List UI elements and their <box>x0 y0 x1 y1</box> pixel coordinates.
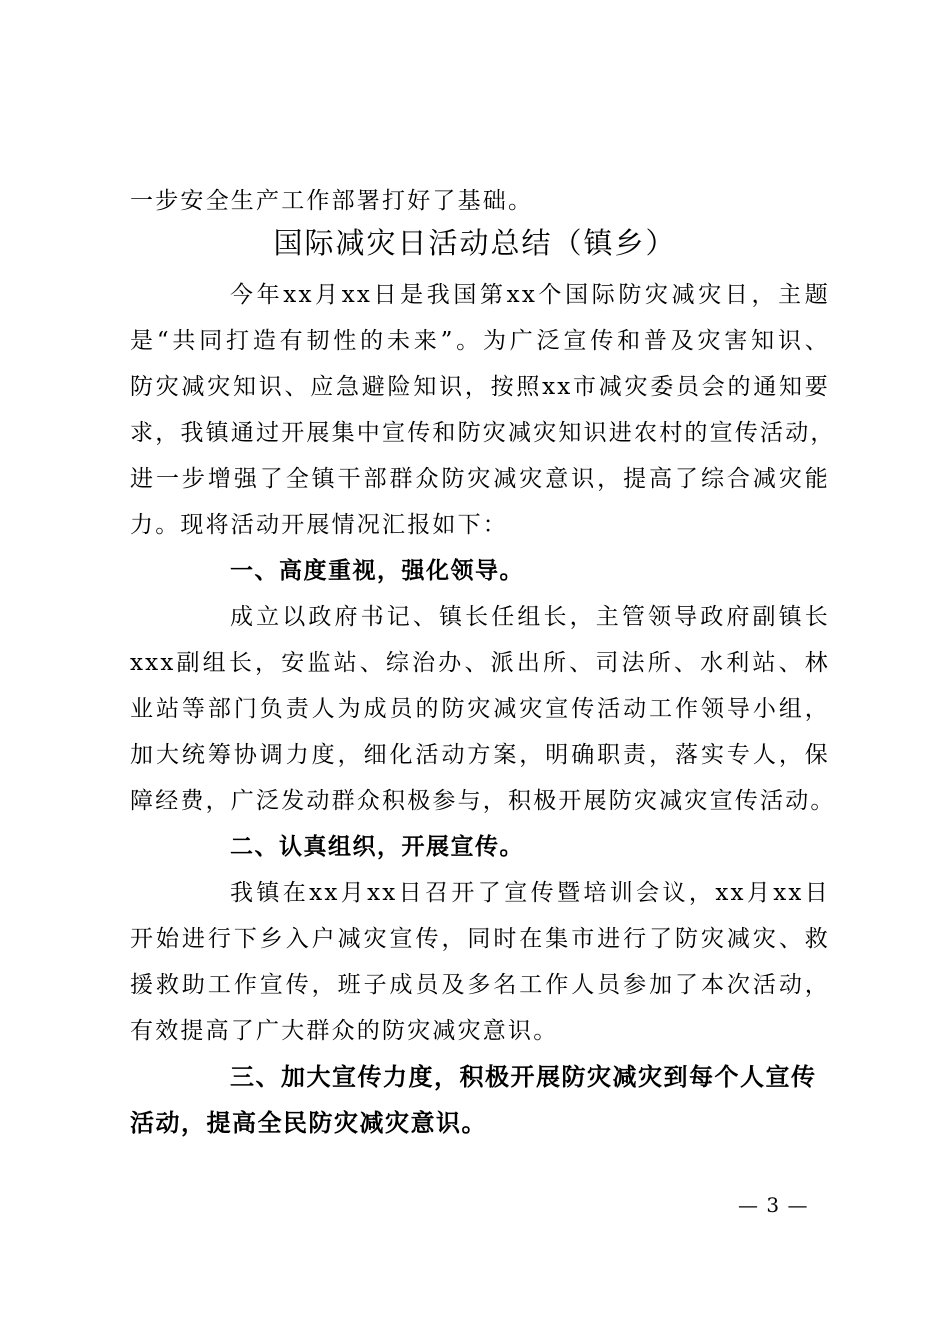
section-2 <box>130 824 830 870</box>
page-number: — 3 — <box>738 1193 809 1217</box>
section-1-line: 成立以政府书记、镇长任组长，主管领导政府副镇长 <box>230 604 830 630</box>
intro-line: 力。现将活动开展情况汇报如下： <box>130 512 508 538</box>
intro-line: 今年xx月xx日是我国第xx个国际防灾减灾日，主题 <box>230 282 830 308</box>
section-1-body <box>130 594 836 824</box>
section-3-heading-line: 活动，提高全民防灾减灾意识。 <box>130 1109 487 1137</box>
document-title: 国际减灾日活动总结（镇乡） <box>273 226 677 260</box>
intro-line: 防灾减灾知识、应急避险知识，按照xx市减灾委员会的通知要 <box>130 374 830 400</box>
intro-line: 进一步增强了全镇干部群众防灾减灾意识，提高了综合减灾能 <box>130 466 830 492</box>
section-1-line: 加大统筹协调力度，细化活动方案，明确职责，落实专人，保 <box>130 742 830 768</box>
section-3-heading-line: 三、加大宣传力度，积极开展防灾减灾到每个人宣传 <box>230 1063 817 1091</box>
section-1 <box>130 548 830 594</box>
section-1-line: 障经费，广泛发动群众积极参与，积极开展防灾减灾宣传活动。 <box>130 788 836 814</box>
section-1-line: xxx副组长，安监站、综治办、派出所、司法所、水利站、林 <box>130 650 830 676</box>
section-1-heading: 一、高度重视，强化领导。 <box>230 558 524 584</box>
intro-line: 求，我镇通过开展集中宣传和防灾减灾知识进农村的宣传活动， <box>130 420 836 446</box>
section-2-line: 我镇在xx月xx日召开了宣传暨培训会议，xx月xx日 <box>230 880 830 906</box>
intro-paragraph <box>130 272 836 548</box>
section-2-line: 开始进行下乡入户减灾宣传，同时在集市进行了防灾减灾、救 <box>130 926 830 952</box>
section-2-line: 援救助工作宣传，班子成员及多名工作人员参加了本次活动， <box>130 972 830 998</box>
section-2-heading: 二、认真组织，开展宣传。 <box>230 834 524 860</box>
section-1-line: 业站等部门负责人为成员的防灾减灾宣传活动工作领导小组， <box>130 696 830 722</box>
section-2-line: 有效提高了广大群众的防灾减灾意识。 <box>130 1018 559 1044</box>
continuation-line: 一步安全生产工作部署打好了基础。 <box>130 188 534 214</box>
intro-line: 是“共同打造有韧性的未来”。为广泛宣传和普及灾害知识、 <box>130 328 830 354</box>
section-2-body <box>130 870 830 1054</box>
section-3 <box>130 1054 830 1146</box>
